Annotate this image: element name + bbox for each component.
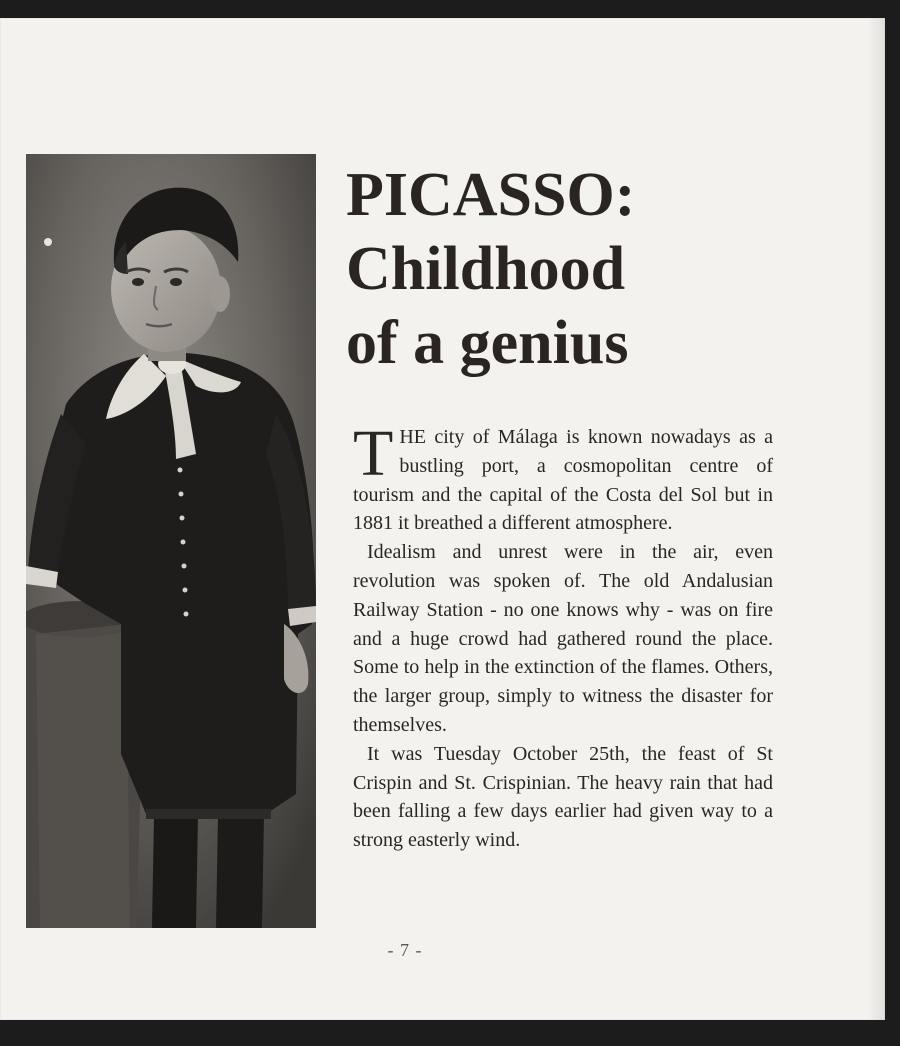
article-body xyxy=(353,417,773,855)
title-line-2: Childhood xyxy=(346,235,626,303)
title-line-3: of a genius xyxy=(346,309,629,377)
dropcap-letter: T xyxy=(353,417,394,490)
paragraph-2: Idealism and unrest were in the air, even revolution was spoken of. The old Andalusian Railway Station - no one knows why - was on fire and a huge crowd had gathered round the place. Some to help in the extinction of the flames. Others, the larger group, simply to witness the disaster for themselves. xyxy=(353,541,773,736)
boy-portrait-photo xyxy=(26,154,316,928)
title-line-1: PICASSO: xyxy=(346,161,636,229)
page-title xyxy=(346,158,846,380)
paragraph-1 xyxy=(353,417,773,538)
portrait-illustration xyxy=(26,154,316,928)
book-page xyxy=(0,18,885,1020)
paragraph-1-text: HE city of Málaga is known nowadays as a bustling port, a cosmopolitan centre of tourism and the capital of the Costa del Sol but in 1881 it breathed a different atmosphere. xyxy=(353,426,773,535)
paragraph-3: It was Tuesday October 25th, the feast of St Crispin and St. Crispinian. The heavy rain that had been falling a few days earlier had given way to a strong easterly wind. xyxy=(353,742,773,852)
page-number: - 7 - xyxy=(387,940,423,960)
